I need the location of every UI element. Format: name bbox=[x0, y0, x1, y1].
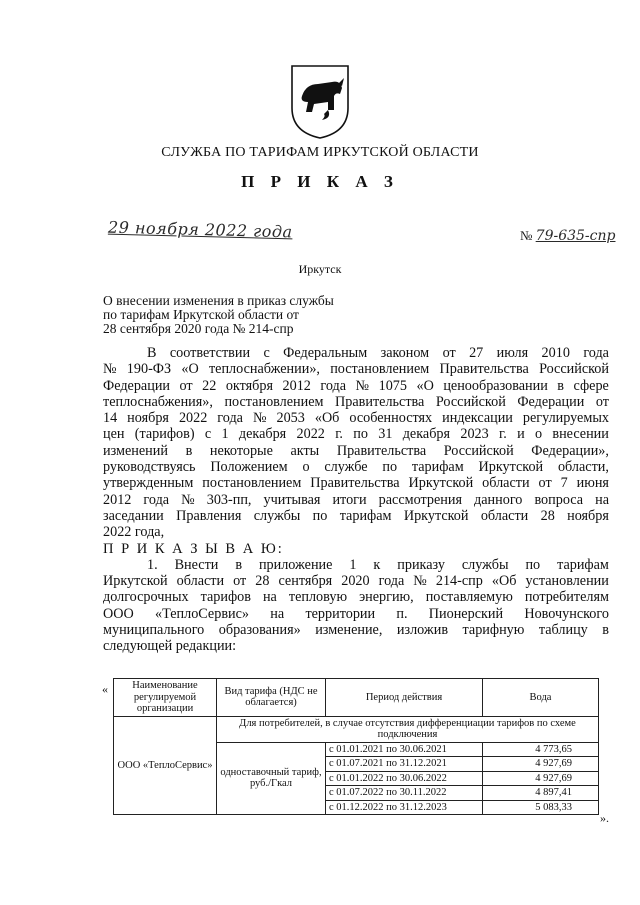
value-cell: 5 083,33 bbox=[483, 800, 599, 815]
word: по bbox=[525, 556, 541, 573]
header-water: Вода bbox=[483, 679, 599, 717]
word: декабря bbox=[402, 426, 451, 443]
closing-quote: ». bbox=[600, 811, 609, 825]
word: теплоснабжении», bbox=[208, 361, 320, 378]
preamble-line bbox=[103, 361, 609, 377]
word: ноября bbox=[127, 410, 169, 427]
word: приложение bbox=[258, 556, 333, 573]
word: (тарифов) bbox=[134, 426, 195, 443]
word: и bbox=[517, 426, 525, 443]
preamble-line bbox=[103, 410, 609, 426]
word: по bbox=[382, 459, 398, 476]
word: Положением bbox=[210, 459, 288, 476]
word: Российской bbox=[435, 393, 506, 410]
word: 2022 bbox=[178, 410, 208, 427]
order-word: П Р И К А З Ы В А Ю: bbox=[103, 540, 284, 557]
word: года bbox=[320, 377, 347, 394]
document-title: П Р И К А З bbox=[241, 172, 399, 191]
word: долгосрочных bbox=[103, 589, 189, 606]
period-cell: с 01.07.2021 по 31.12.2021 bbox=[326, 757, 483, 772]
word: года bbox=[143, 491, 170, 508]
word: № bbox=[252, 410, 267, 427]
word: Федеральным bbox=[283, 345, 368, 361]
subject-word: от bbox=[286, 307, 299, 322]
word: ценообразовании bbox=[443, 377, 548, 394]
word: особенностях bbox=[349, 410, 433, 427]
word: на bbox=[262, 589, 277, 606]
preamble-line bbox=[103, 345, 609, 361]
word: от bbox=[233, 573, 247, 590]
handwritten-number: 79-635-спр bbox=[535, 228, 616, 244]
word: области bbox=[482, 475, 530, 492]
word: Правительства bbox=[335, 393, 425, 410]
item-line bbox=[103, 622, 609, 638]
word: внесении bbox=[552, 426, 609, 443]
word: в bbox=[185, 442, 193, 459]
table-header-row bbox=[114, 679, 599, 717]
header-period: Период действия bbox=[326, 679, 483, 717]
subject-line: 28 сентября 2020 года № 214-спр bbox=[103, 321, 294, 336]
word: «О bbox=[181, 361, 199, 378]
word: тарифам bbox=[411, 459, 464, 476]
word: постановлением bbox=[224, 393, 324, 410]
word: от bbox=[538, 475, 552, 492]
word: июля bbox=[496, 345, 529, 361]
word: от bbox=[595, 393, 609, 410]
subject-line: О внесении изменения в приказ службы bbox=[103, 293, 334, 308]
value-cell: 4 773,65 bbox=[483, 742, 599, 757]
word: Новочунского bbox=[524, 605, 609, 622]
word: постановлением bbox=[330, 361, 430, 378]
preamble-line bbox=[103, 508, 609, 524]
item-line bbox=[103, 573, 609, 589]
word: службы bbox=[461, 556, 509, 573]
header-org: Наименование регулируемой организации bbox=[114, 679, 217, 717]
word: 1075 bbox=[378, 377, 407, 394]
word: года bbox=[378, 573, 405, 590]
word: от bbox=[442, 345, 456, 361]
word: тарифов bbox=[200, 589, 251, 606]
period-cell: с 01.07.2022 по 30.11.2022 bbox=[326, 786, 483, 801]
word: 1 bbox=[349, 556, 357, 573]
word: приказу bbox=[397, 556, 445, 573]
word: к bbox=[373, 556, 381, 573]
word: службы bbox=[253, 507, 301, 524]
word: на bbox=[270, 605, 285, 622]
word: изложив bbox=[396, 622, 449, 639]
coat-of-arms-emblem bbox=[288, 62, 352, 140]
word: в bbox=[235, 556, 243, 573]
value-cell: 4 897,41 bbox=[483, 786, 599, 801]
word: «Об bbox=[491, 573, 517, 590]
word: № bbox=[181, 491, 195, 508]
word: № bbox=[355, 377, 370, 394]
word: июня bbox=[576, 475, 609, 492]
preamble-line bbox=[103, 475, 609, 491]
preamble-line bbox=[103, 378, 609, 394]
word: октября bbox=[225, 377, 273, 394]
item-line bbox=[103, 557, 609, 573]
word: 2012 bbox=[282, 377, 311, 394]
word: п. bbox=[396, 605, 408, 622]
word: «О bbox=[416, 377, 434, 394]
word: 28 bbox=[255, 573, 270, 590]
word: соответствии bbox=[169, 345, 251, 361]
word: в bbox=[557, 377, 564, 394]
word: 2023 bbox=[460, 426, 489, 443]
item-1 bbox=[103, 557, 609, 655]
word: итоги bbox=[332, 491, 367, 508]
header-tariff-type: Вид тарифа (НДС не облагается) bbox=[217, 679, 326, 717]
word: вопроса bbox=[534, 491, 584, 508]
word: декабря bbox=[238, 426, 287, 443]
handwritten-date: 29 ноября 2022 года bbox=[107, 217, 293, 242]
word: 7 bbox=[560, 475, 568, 492]
word: ноября bbox=[567, 507, 609, 524]
word: регулируемых bbox=[522, 410, 609, 427]
word: в bbox=[602, 622, 609, 639]
word: Внести bbox=[174, 556, 219, 573]
word: Иркутской bbox=[103, 573, 168, 590]
preamble-line bbox=[103, 426, 609, 442]
word: утвержденным bbox=[103, 475, 194, 492]
word: Иркутской bbox=[403, 507, 469, 524]
subject-word: Иркутской bbox=[173, 307, 235, 322]
word: муниципального bbox=[103, 622, 205, 639]
word: Правления bbox=[176, 507, 242, 524]
preamble-line bbox=[103, 459, 609, 475]
org-cell: ООО «ТеплоСервис» bbox=[114, 716, 217, 815]
word: 1. bbox=[147, 556, 158, 573]
word: службе bbox=[324, 459, 368, 476]
word: 190-ФЗ bbox=[126, 361, 172, 378]
word: поставляемую bbox=[425, 589, 513, 606]
word: образования» bbox=[218, 622, 301, 639]
word: Пионерский bbox=[428, 605, 504, 622]
word: Федерации bbox=[103, 377, 171, 394]
word: энергию, bbox=[359, 589, 414, 606]
word: года bbox=[583, 345, 609, 361]
tariff-table bbox=[113, 678, 599, 815]
word: 14 bbox=[103, 410, 118, 427]
word: сентября bbox=[278, 573, 333, 590]
word: Правительства bbox=[310, 475, 400, 492]
word: Иркутской bbox=[478, 459, 544, 476]
number-sign: № bbox=[520, 228, 533, 243]
subject-word: по bbox=[103, 307, 117, 322]
word: на bbox=[595, 491, 609, 508]
word: г. bbox=[499, 426, 507, 443]
word: заседании bbox=[103, 507, 164, 524]
word: 22 bbox=[202, 377, 217, 394]
word: года bbox=[217, 410, 243, 427]
order-body bbox=[103, 345, 609, 655]
opening-quote: « bbox=[102, 682, 108, 696]
word: 2010 bbox=[541, 345, 570, 361]
word: руководствуясь bbox=[103, 459, 196, 476]
word: тарифам bbox=[339, 507, 392, 524]
word: 2053 bbox=[276, 410, 305, 427]
word: ООО bbox=[103, 605, 134, 622]
word: индексации bbox=[442, 410, 513, 427]
word: «Об bbox=[314, 410, 340, 427]
order-number bbox=[520, 228, 615, 244]
word: теплоснабжения», bbox=[103, 393, 213, 410]
word: 2022 bbox=[296, 426, 325, 443]
word: постановлением bbox=[202, 475, 302, 492]
word: рассмотрения bbox=[378, 491, 462, 508]
word: сфере bbox=[573, 377, 609, 394]
word: 2012 bbox=[103, 491, 132, 508]
word: Федерации», bbox=[531, 442, 609, 459]
word: по bbox=[353, 426, 368, 443]
item-line bbox=[103, 589, 609, 605]
word: данного bbox=[474, 491, 523, 508]
item-line bbox=[103, 606, 609, 622]
word: области, bbox=[557, 459, 609, 476]
word: Правительства bbox=[336, 442, 427, 459]
word: области bbox=[480, 507, 529, 524]
period-cell: с 01.01.2021 по 30.06.2021 bbox=[326, 742, 483, 757]
word: потребителям bbox=[524, 589, 609, 606]
period-cell: с 01.12.2022 по 31.12.2023 bbox=[326, 800, 483, 815]
word: области bbox=[176, 573, 225, 590]
word: 303-пп, bbox=[206, 491, 252, 508]
tariff-type-cell: одноставочный тариф, руб./Гкал bbox=[217, 742, 326, 815]
period-cell: с 01.01.2022 по 30.06.2022 bbox=[326, 771, 483, 786]
value-cell: 4 927,69 bbox=[483, 757, 599, 772]
word: г. bbox=[335, 426, 343, 443]
word: о bbox=[302, 459, 310, 476]
word: законом bbox=[380, 345, 430, 361]
word: изменение, bbox=[315, 622, 383, 639]
word: 2020 bbox=[341, 573, 370, 590]
word: «ТеплоСервис» bbox=[155, 605, 250, 622]
word: Российской bbox=[539, 361, 609, 378]
word: с bbox=[263, 345, 270, 361]
word: таблицу bbox=[538, 622, 588, 639]
word: № bbox=[103, 361, 117, 378]
word: 214-спр bbox=[435, 573, 483, 590]
word: акты bbox=[290, 442, 320, 459]
word: 1 bbox=[221, 426, 229, 443]
subject-line bbox=[103, 308, 378, 322]
word: цен bbox=[103, 426, 125, 443]
word: 28 bbox=[540, 507, 555, 524]
preamble-line bbox=[103, 443, 609, 459]
city: Иркутск bbox=[298, 262, 342, 276]
preamble bbox=[103, 345, 609, 541]
preamble-line bbox=[103, 394, 609, 410]
word: некоторые bbox=[209, 442, 273, 459]
subject-word: области bbox=[237, 307, 284, 322]
preamble-line: 2022 года, bbox=[103, 524, 165, 541]
word: 27 bbox=[469, 345, 484, 361]
word: № bbox=[413, 573, 427, 590]
word: по bbox=[312, 507, 328, 524]
word: тарифную bbox=[462, 622, 525, 639]
word: учитывая bbox=[263, 491, 321, 508]
word: 31 bbox=[378, 426, 393, 443]
word: о bbox=[534, 426, 543, 443]
word: изменений bbox=[103, 442, 168, 459]
table-subheader-row bbox=[114, 716, 599, 742]
word: с bbox=[204, 426, 212, 443]
word: установлении bbox=[525, 573, 609, 590]
subject-word: тарифам bbox=[120, 307, 170, 322]
word: Федерации bbox=[517, 393, 585, 410]
word: Правительства bbox=[439, 361, 529, 378]
subheader-cell: Для потребителей, в случае отсутствия дифференциации тарифов по схеме подключения bbox=[217, 716, 599, 742]
order-subject bbox=[103, 294, 378, 336]
word: тепловую bbox=[288, 589, 348, 606]
word: тарифам bbox=[557, 556, 609, 573]
item-line: следующей редакции: bbox=[103, 638, 237, 655]
word: Российской bbox=[443, 442, 514, 459]
word: Иркутской bbox=[408, 475, 474, 492]
preamble-line bbox=[103, 492, 609, 508]
word: от bbox=[179, 377, 193, 394]
word: территории bbox=[305, 605, 376, 622]
organization-name: СЛУЖБА ПО ТАРИФАМ ИРКУТСКОЙ ОБЛАСТИ bbox=[161, 145, 479, 160]
value-cell: 4 927,69 bbox=[483, 771, 599, 786]
word: В bbox=[147, 345, 157, 361]
